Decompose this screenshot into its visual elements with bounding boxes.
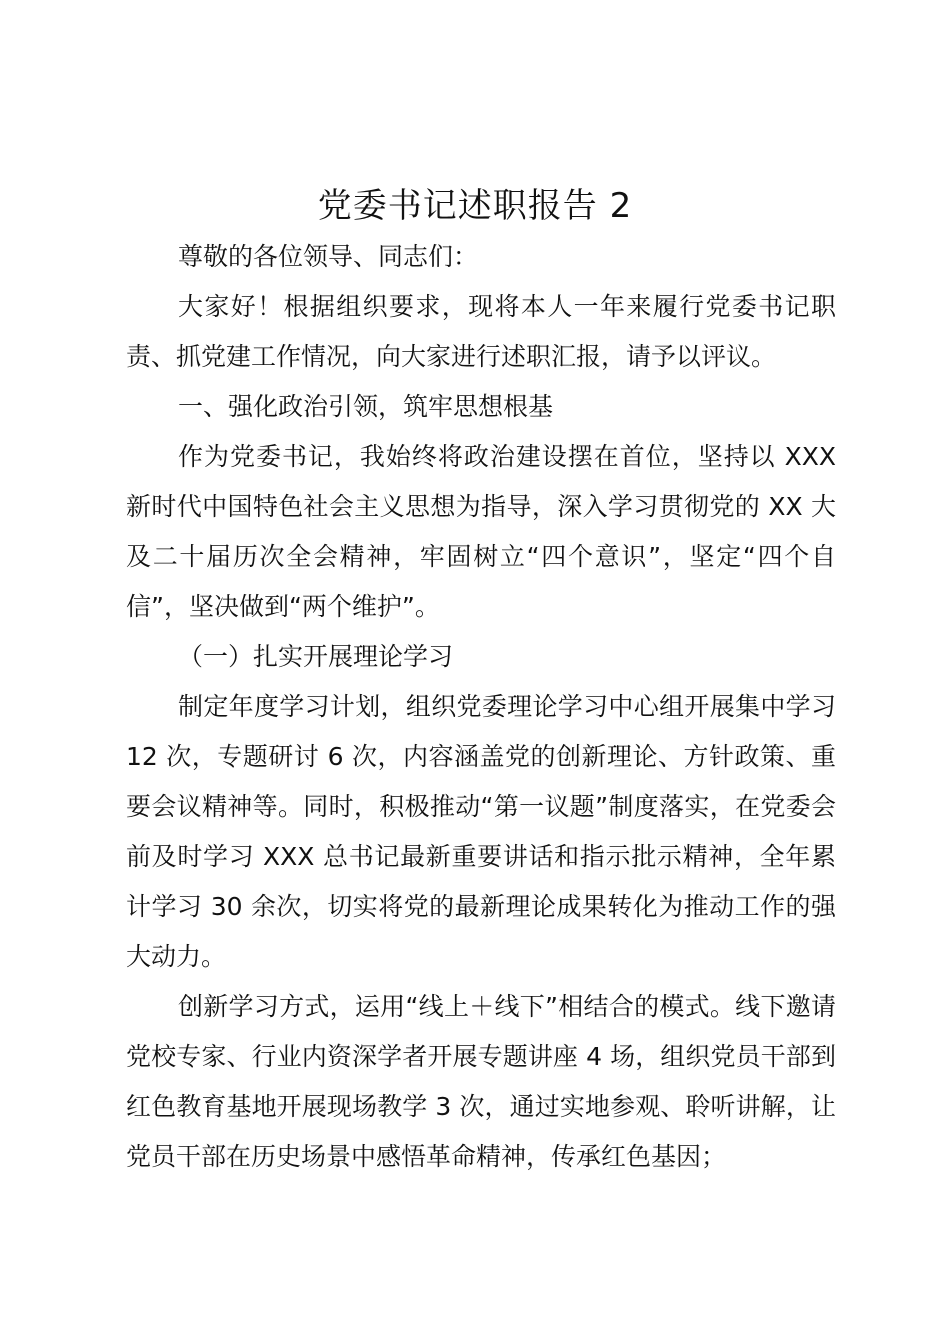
document-title: 党委书记述职报告 2: [317, 186, 633, 226]
subsection-heading-1: （一）扎实开展理论学习: [178, 642, 454, 671]
greeting: 尊敬的各位领导、同志们：: [178, 242, 479, 271]
paragraph-study-methods: 创新学习方式，运用“线上＋线下”相结合的模式。线下邀请党校专家、行业内资深学者开展专题讲座 4 场，组织党员干部到红色教育基地开展现场教学 3 次，通过实地参观、聆听讲解，让党员干部在历史场景中感悟革命精神，传承红色基因；: [126, 992, 836, 1171]
paragraph-study-plan: 制定年度学习计划，组织党委理论学习中心组开展集中学习 12 次，专题研讨 6 次，内容涵盖党的创新理论、方针政策、重要会议精神等。同时，积极推动“第一议题”制度落实，在党委会前及时学习 XXX 总书记最新重要讲话和指示批示精神，全年累计学习 30 余次，切实将党的最新理论成果转化为推动工作的强大动力。: [126, 692, 836, 971]
paragraph-intro: 大家好！根据组织要求，现将本人一年来履行党委书记职责、抓党建工作情况，向大家进行述职汇报，请予以评议。: [126, 292, 836, 371]
paragraph-political-building: 作为党委书记，我始终将政治建设摆在首位，坚持以 XXX 新时代中国特色社会主义思想为指导，深入学习贯彻党的 XX 大及二十届历次全会精神，牢固树立“四个意识”，坚定“四个自信”，坚决做到“两个维护”。: [126, 442, 836, 621]
document-body: [126, 232, 836, 1182]
section-heading-1: 一、强化政治引领，筑牢思想根基: [178, 392, 554, 421]
